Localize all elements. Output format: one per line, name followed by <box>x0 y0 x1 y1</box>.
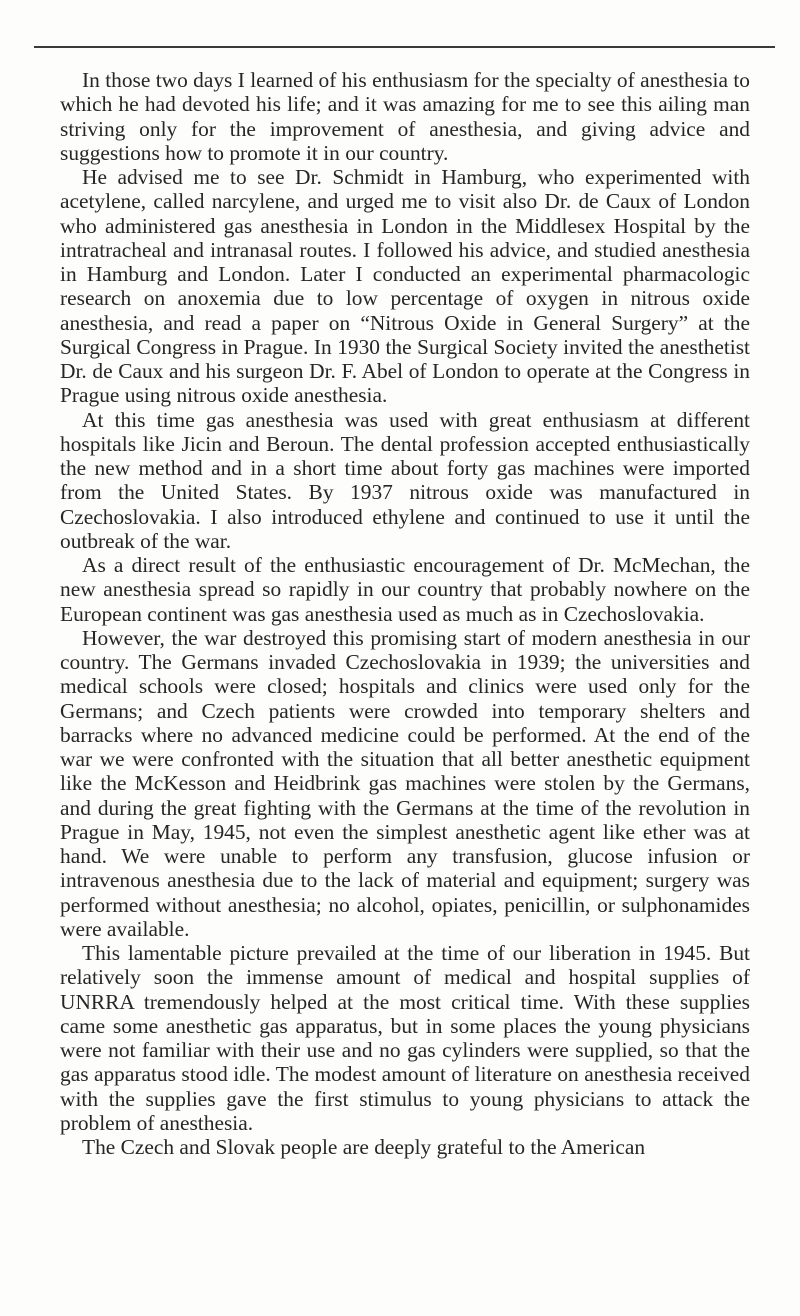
body-text <box>60 68 750 1159</box>
top-rule <box>34 46 775 48</box>
paragraph-5: However, the war destroyed this promising start of modern anesthesia in our country. The Germans invaded Czechoslovakia in 1939; the universities and medical schools were closed; hospitals and clinics were used only for the Germans; and Czech patients were crowded into temporary shelters and barracks where no advanced medicine could be performed. At the end of the war we were confronted with the situation that all better anesthetic equipment like the McKesson and Heidbrink gas machines were stolen by the Germans, and during the great fighting with the Germans at the time of the revolution in Prague in May, 1945, not even the simplest anesthetic agent like ether was at hand. We were unable to perform any transfusion, glucose infusion or intravenous anesthesia due to the lack of material and equipment; surgery was performed without anesthesia; no alcohol, opiates, penicillin, or sulphonamides were available. <box>60 625 750 941</box>
paragraph-4: As a direct result of the enthusiastic encouragement of Dr. McMechan, the new anesthesia spread so rapidly in our country that probably nowhere on the European continent was gas anesthesia used as much as in Czechoslovakia. <box>60 553 750 626</box>
paragraph-7: The Czech and Slovak people are deeply grateful to the American <box>82 1135 646 1159</box>
paragraph-1: In those two days I learned of his enthusiasm for the specialty of anesthesia to which he had devoted his life; and it was amazing for me to see this ailing man striving only for the improvement of anesthesia, and giving advice and suggestions how to promote it in our country. <box>60 68 750 165</box>
paragraph-6: This lamentable picture prevailed at the time of our liberation in 1945. But relatively soon the immense amount of medical and hospital supplies of UNRRA tremendously helped at the most critical time. With these supplies came some anesthetic gas apparatus, but in some places the young physicians were not familiar with their use and no gas cylinders were supplied, so that the gas apparatus stood idle. The modest amount of literature on anesthesia received with the supplies gave the first stimulus to young physicians to attack the problem of anesthesia. <box>60 941 750 1135</box>
paragraph-2: He advised me to see Dr. Schmidt in Hamburg, who experimented with acetylene, called narcylene, and urged me to visit also Dr. de Caux of London who administered gas anesthesia in London in the Middlesex Hospital by the intratracheal and intranasal routes. I followed his advice, and studied anesthesia in Hamburg and London. Later I conducted an experimental pharmacologic research on anoxemia due to low percentage of oxygen in nitrous oxide anesthesia, and read a paper on “Nitrous Oxide in General Surgery” at the Surgical Congress in Prague. In 1930 the Surgical Society invited the anesthetist Dr. de Caux and his surgeon Dr. F. Abel of London to operate at the Congress in Prague using nitrous oxide anesthesia. <box>60 165 750 408</box>
paragraph-3: At this time gas anesthesia was used with great enthusiasm at different hospitals like Jicin and Beroun. The dental profession accepted enthusiastically the new method and in a short time about forty gas machines were imported from the United States. By 1937 nitrous oxide was manufactured in Czechoslovakia. I also introduced ethylene and continued to use it until the outbreak of the war. <box>60 407 750 553</box>
